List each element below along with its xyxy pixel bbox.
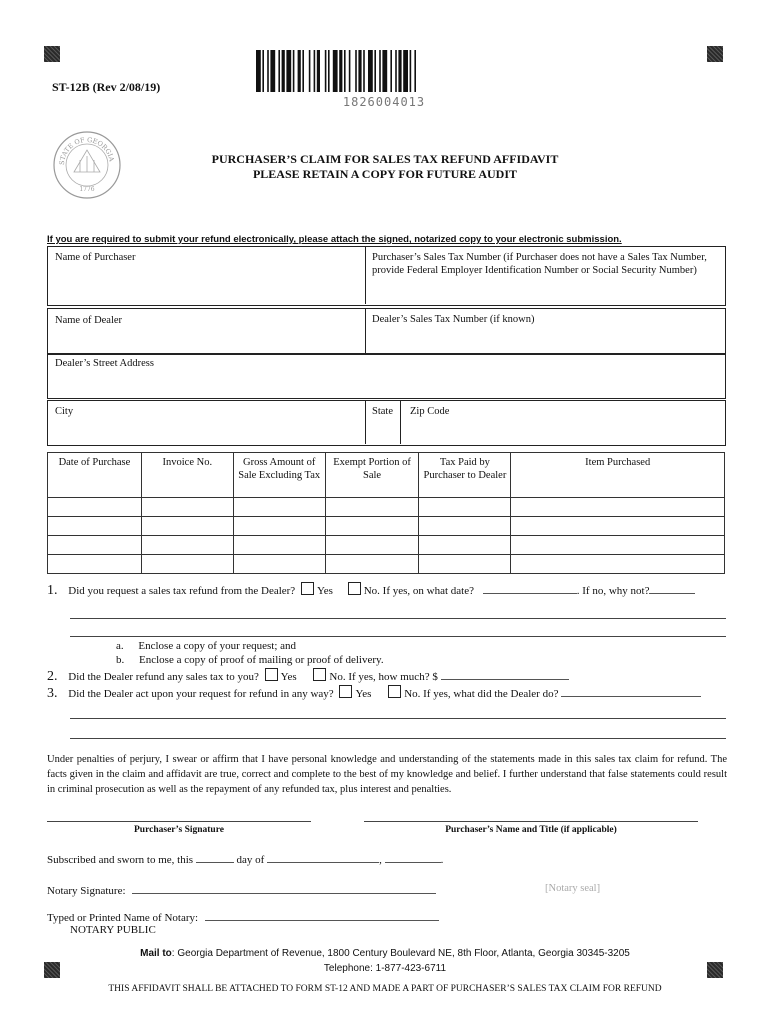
header-item-purchased: Item Purchased (511, 453, 725, 498)
barcode-bar (390, 50, 392, 92)
header-date-of-purchase: Date of Purchase (48, 453, 142, 498)
barcode-bar (344, 50, 346, 92)
barcode-bar (339, 50, 342, 92)
instruction-a (116, 640, 296, 652)
question-1-text: Did you request a sales tax refund from the Dealer? (68, 585, 296, 597)
table-cell[interactable] (419, 498, 511, 517)
barcode-bar (278, 50, 280, 92)
barcode-bar (374, 50, 376, 92)
zip-field[interactable] (401, 418, 723, 443)
sworn-statement (47, 852, 443, 866)
barcode-bar (410, 50, 412, 92)
header-gross-amount: Gross Amount of Sale Excluding Tax (233, 453, 325, 498)
barcode-bar (414, 50, 416, 92)
barcode-bar (270, 50, 275, 92)
instruction-a-text: Enclose a copy of your request; and (138, 640, 297, 652)
items-table (47, 452, 725, 574)
question-2-number: 2. (47, 669, 58, 684)
q3-answer-field[interactable] (561, 686, 701, 697)
barcode-bar (256, 50, 261, 92)
q2-no-label: No. If yes, how much? $ (329, 671, 438, 683)
sworn-year-field[interactable] (385, 852, 441, 863)
sworn-comma: , (379, 854, 382, 866)
barcode-bar (349, 50, 351, 92)
barcode-bar (293, 50, 295, 92)
table-cell[interactable] (141, 498, 233, 517)
dealer-tax-number-field[interactable] (366, 326, 723, 352)
table-row (48, 517, 725, 536)
table-cell[interactable] (233, 498, 325, 517)
q3-answer-line[interactable] (70, 718, 726, 719)
header-tax-paid: Tax Paid by Purchaser to Dealer (419, 453, 511, 498)
q1-yes-checkbox[interactable] (301, 582, 314, 595)
barcode-bar (395, 50, 397, 92)
name-of-dealer-label: Name of Dealer (55, 315, 123, 326)
city-field[interactable] (47, 418, 363, 443)
q1-no-label: No. If yes, on what date? (363, 585, 474, 597)
q1-yes-label: Yes (316, 585, 333, 597)
city-label: City (55, 406, 74, 417)
city-divider (365, 400, 366, 444)
table-cell[interactable] (511, 536, 725, 555)
table-cell[interactable] (233, 536, 325, 555)
table-cell[interactable] (233, 555, 325, 574)
form-id: ST-12B (Rev 2/08/19) (52, 80, 161, 94)
table-cell[interactable] (419, 536, 511, 555)
q1-answer-line[interactable] (70, 618, 726, 619)
table-cell[interactable] (419, 517, 511, 536)
instruction-b-text: Enclose a copy of proof of mailing or proof of delivery. (139, 654, 384, 666)
barcode-bar (314, 50, 316, 92)
sworn-dayof: day of (236, 854, 265, 866)
table-cell[interactable] (419, 555, 511, 574)
table-row (48, 555, 725, 574)
question-2 (47, 668, 569, 685)
q2-yes-checkbox[interactable] (265, 668, 278, 681)
q3-yes-checkbox[interactable] (339, 685, 352, 698)
barcode-number: 1826004013 (342, 95, 426, 109)
barcode-bar (382, 50, 387, 92)
registration-mark-top-left (44, 46, 60, 62)
question-1 (47, 582, 695, 599)
table-cell[interactable] (48, 517, 142, 536)
q1-answer-line[interactable] (70, 636, 726, 637)
notary-typed-name-field[interactable] (205, 910, 439, 921)
notary-typed-name-label: Typed or Printed Name of Notary: (47, 912, 199, 924)
notary-signature-field[interactable] (132, 883, 436, 894)
dealer-tax-number-label: Dealer’s Sales Tax Number (if known) (372, 314, 535, 325)
table-cell[interactable] (141, 517, 233, 536)
seal-year: 1776 (79, 186, 95, 193)
mailing-address (0, 948, 770, 959)
barcode-bar (358, 50, 361, 92)
question-3-text: Did the Dealer act upon your request for refund in any way? (68, 688, 334, 700)
mail-to-label: Mail to (140, 948, 172, 959)
barcode-bar (368, 50, 373, 92)
barcode-bar (262, 50, 264, 92)
form-title: PURCHASER’S CLAIM FOR SALES TAX REFUND AFFIDAVIT (211, 152, 559, 166)
mail-address: : Georgia Department of Revenue, 1800 Century Boulevard NE, 8th Floor, Atlanta, Georgia 30345-3205 (171, 948, 630, 959)
table-cell[interactable] (511, 498, 725, 517)
table-cell[interactable] (48, 498, 142, 517)
q2-amount-field[interactable] (441, 669, 569, 680)
q1-ifno-label: . If no, why not? (576, 585, 650, 597)
purchaser-tax-number-label: Purchaser’s Sales Tax Number (if Purchaser does not have a Sales Tax Number, provide Federal Employer Identification Number or Social Security Number) (372, 252, 707, 276)
q3-answer-line[interactable] (70, 738, 726, 739)
barcode-bar (286, 50, 291, 92)
q3-no-label: No. If yes, what did the Dealer do? (404, 688, 559, 700)
purchaser-divider (365, 246, 366, 304)
barcode-bar (363, 50, 365, 92)
telephone: Telephone: 1-877-423-6711 (323, 963, 447, 974)
q1-date-field[interactable] (483, 583, 577, 594)
barcode-bar (282, 50, 285, 92)
barcode (256, 50, 512, 92)
table-row (48, 498, 725, 517)
barcode-bar (309, 50, 311, 92)
form-subtitle: PLEASE RETAIN A COPY FOR FUTURE AUDIT (252, 167, 518, 181)
footer-note: THIS AFFIDAVIT SHALL BE ATTACHED TO FORM ST-12 AND MADE A PART OF PURCHASER’S SALES TAX CLAIM FOR REFUND (108, 984, 662, 994)
instruction-a-letter: a. (116, 640, 124, 652)
instruction-b-letter: b. (116, 654, 125, 666)
barcode-bar (403, 50, 408, 92)
header-exempt-portion: Exempt Portion of Sale (325, 453, 419, 498)
registration-mark-top-right (707, 46, 723, 62)
electronic-submission-notice: If you are required to submit your refund electronically, please attach the signed, notarized copy to your electronic submission. (47, 234, 622, 245)
sworn-prefix: Subscribed and sworn to me, this (47, 854, 194, 866)
table-cell[interactable] (48, 536, 142, 555)
table-cell[interactable] (325, 498, 419, 517)
barcode-bar (302, 50, 304, 92)
table-header-row (48, 453, 725, 498)
q3-yes-label: Yes (355, 688, 372, 700)
sworn-day-field[interactable] (196, 852, 234, 863)
q2-yes-label: Yes (280, 671, 297, 683)
question-3-number: 3. (47, 686, 58, 701)
table-cell[interactable] (141, 555, 233, 574)
sworn-month-field[interactable] (267, 852, 379, 863)
name-of-dealer-field[interactable] (47, 326, 363, 352)
table-cell[interactable] (325, 517, 419, 536)
seal-text: STATE OF GEORGIA (57, 135, 116, 166)
purchaser-name-title-label: Purchaser’s Name and Title (if applicable) (445, 825, 617, 835)
table-cell[interactable] (141, 536, 233, 555)
dealer-address-field[interactable] (47, 370, 723, 396)
table-cell[interactable] (511, 517, 725, 536)
notary-seal-placeholder: [Notary seal] (545, 883, 601, 894)
q2-no-checkbox[interactable] (313, 668, 326, 681)
table-cell[interactable] (325, 555, 419, 574)
barcode-bar (328, 50, 330, 92)
header-invoice-no: Invoice No. (141, 453, 233, 498)
question-2-text: Did the Dealer refund any sales tax to you? (68, 671, 259, 683)
notary-signature-label: Notary Signature: (47, 885, 126, 897)
question-3 (47, 685, 701, 702)
barcode-bar (298, 50, 301, 92)
notary-typed-name-row (47, 910, 439, 924)
barcode-bar (325, 50, 327, 92)
barcode-bar (355, 50, 357, 92)
q1-why-not-field[interactable] (649, 583, 695, 594)
q1-no-checkbox[interactable] (348, 582, 361, 595)
purchaser-signature-label: Purchaser’s Signature (134, 825, 224, 835)
barcode-bar (333, 50, 338, 92)
name-of-purchaser-field[interactable] (47, 260, 363, 302)
zip-label: Zip Code (410, 406, 450, 417)
state-label: State (372, 406, 393, 417)
name-of-purchaser-label: Name of Purchaser (55, 252, 136, 263)
notary-signature-row (47, 883, 436, 897)
table-cell[interactable] (325, 536, 419, 555)
dealer-address-label: Dealer’s Street Address (55, 358, 154, 369)
barcode-bar (398, 50, 401, 92)
instruction-b (116, 654, 384, 666)
table-row (48, 536, 725, 555)
table-cell[interactable] (48, 555, 142, 574)
table-cell[interactable] (511, 555, 725, 574)
purchaser-signature-line[interactable] (47, 821, 311, 822)
notary-public-label: NOTARY PUBLIC (70, 924, 156, 936)
q3-no-checkbox[interactable] (388, 685, 401, 698)
barcode-bar (379, 50, 381, 92)
perjury-declaration: Under penalties of perjury, I swear or affirm that I have personal knowledge and understanding of the statements made in this sales tax claim for refund. The facts given in the claim and affidavit are true, correct and complete to the best of my knowledge and belief. I further understand that false statements could result in criminal prosecution as well as the repayment of any refunded tax, plus interest and penalties. (47, 754, 727, 795)
barcode-bar (317, 50, 320, 92)
barcode-bar (267, 50, 269, 92)
table-cell[interactable] (233, 517, 325, 536)
sworn-end: . (440, 854, 444, 866)
purchaser-name-title-line[interactable] (364, 821, 698, 822)
question-1-number: 1. (47, 583, 58, 598)
